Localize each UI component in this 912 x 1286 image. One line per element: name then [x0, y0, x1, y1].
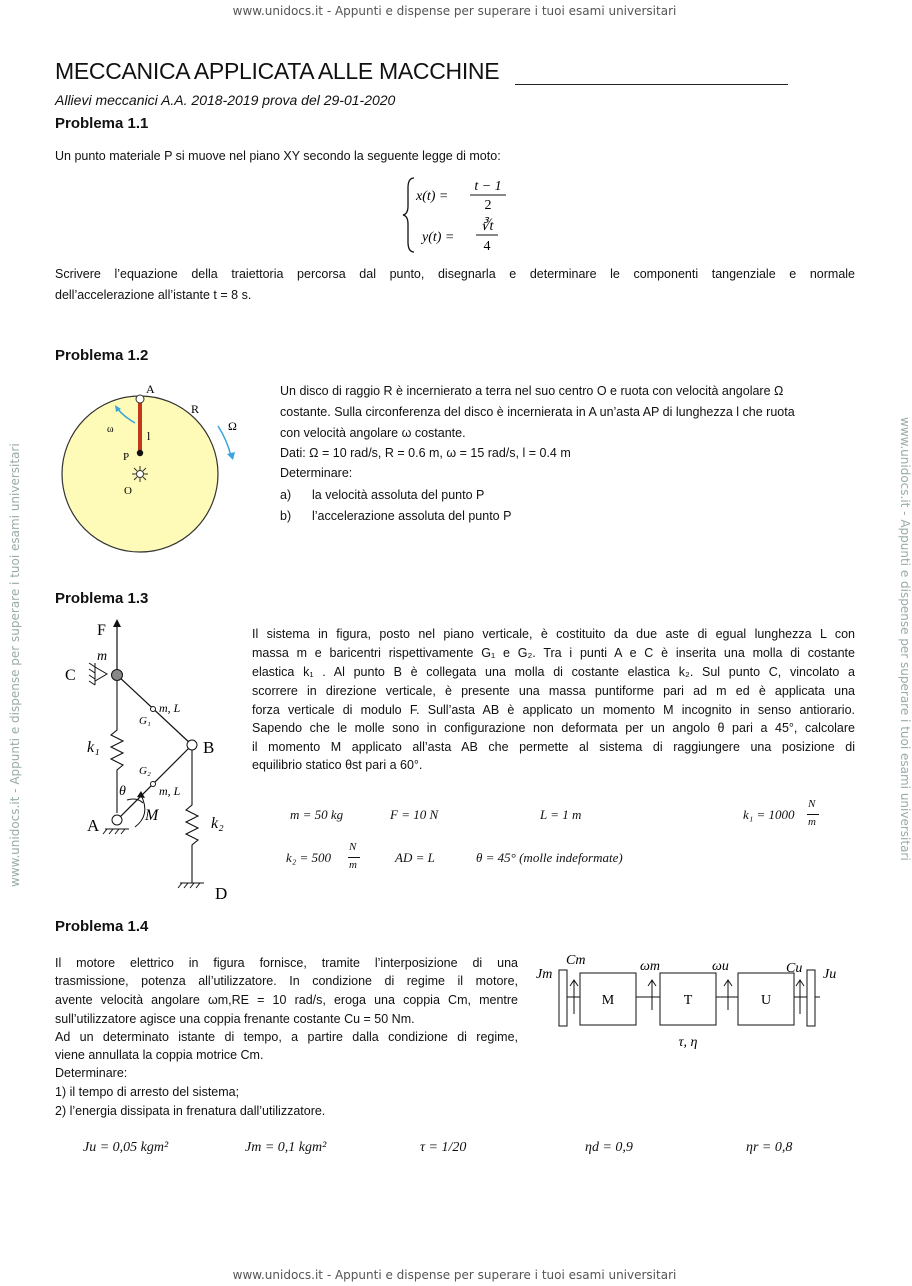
- label-mL2: m, L: [159, 784, 181, 798]
- linkage-figure: [55, 615, 245, 910]
- label-Jm: Jm: [536, 967, 553, 982]
- problem-1-3-line-5: forza verticale di modulo F. Sull’asta AB è applicato un momento M incognito in senso antiorario.: [252, 703, 855, 717]
- item-b-text: l’accelerazione assoluta del punto P: [312, 509, 512, 523]
- label-Ju: Ju: [823, 967, 837, 982]
- problem-1-2-line-5: Determinare:: [280, 466, 353, 480]
- label-G1: G₁: [139, 715, 151, 727]
- item-a-label: a): [280, 488, 292, 502]
- data-L: L = 1 m: [540, 807, 582, 822]
- label-k2: k₂: [211, 815, 224, 832]
- problem-1-3-line-4: scorrere in direzione verticale, è presente una massa puntiforme pari ad m ed è applicata una: [252, 684, 855, 698]
- motion-law-equation: [400, 172, 520, 258]
- problem-1-3-line-2: massa m e baricentri rispettivamente G₁ e G₂. Tra i punti A e C è inserita una molla di costante: [252, 646, 855, 660]
- problem-1-4-line-8: 1) il tempo di arresto del sistema;: [55, 1085, 240, 1099]
- label-A: A: [87, 816, 100, 835]
- data-Ju: Ju = 0,05 kgm²: [83, 1140, 169, 1155]
- problem-1-2-heading: Problema 1.2: [55, 347, 149, 364]
- watermark-bottom: www.unidocs.it - Appunti e dispense per superare i tuoi esami universitari: [232, 1268, 677, 1282]
- data-k2: k₂ = 500: [286, 850, 332, 865]
- label-Cu: Cu: [786, 961, 803, 976]
- eq-x-den: 2: [484, 198, 492, 213]
- eq-y-lhs: y(t) =: [422, 230, 455, 245]
- data-AD: AD = L: [395, 850, 435, 865]
- problem-1-3-line-1: Il sistema in figura, posto nel piano verticale, è costituito da due aste di egual lunghezza L con: [252, 627, 855, 641]
- label-omega: ω: [107, 424, 114, 435]
- label-mL1: m, L: [159, 701, 181, 715]
- problem-1-2-line-2: costante. Sulla circonferenza del disco è incernierata in A un’asta AP di lunghezza l che ruota: [280, 405, 795, 419]
- item-b-label: b): [280, 509, 292, 523]
- problem-1-4-line-4: sull’utilizzatore agisce una coppia frenante costante Cu = 50 Nm.: [55, 1012, 415, 1026]
- problem-1-4-line-6: viene annullata la coppia motrice Cm.: [55, 1048, 264, 1062]
- label-wu: ωu: [712, 959, 729, 974]
- problem-1-2-line-4: Dati: Ω = 10 rad/s, R = 0.6 m, ω = 15 rad/s, l = 0.4 m: [280, 446, 571, 460]
- problem-1-3-line-7: il momento M applicato all’asta AB che permette al sistema di raggiungere una posizione di: [252, 740, 855, 754]
- hinge-a: [112, 815, 122, 825]
- watermark-top: www.unidocs.it - Appunti e dispense per superare i tuoi esami universitari: [232, 4, 677, 18]
- problem-1-1-intro: Un punto materiale P si muove nel piano XY secondo la seguente legge di moto:: [55, 149, 501, 163]
- data-k1: k₁ = 1000: [743, 807, 795, 822]
- problem-1-4-line-1: Il motore elettrico in figura fornisce, tramite l’interposizione di una: [55, 956, 518, 970]
- page-subtitle: Allievi meccanici A.A. 2018-2019 prova del 29-01-2020: [55, 92, 396, 108]
- drivetrain-figure: [530, 950, 850, 1050]
- eq-x-num: t − 1: [474, 179, 502, 194]
- mass-c: [112, 670, 123, 681]
- data-k2-num: N: [349, 841, 357, 853]
- label-C: C: [65, 667, 76, 684]
- label-block-T: T: [683, 993, 693, 1008]
- problem-1-4-line-5: Ad un determinato istante di tempo, a partire dalla condizione di regime,: [55, 1030, 518, 1044]
- problem-1-2-line-3: con velocità angolare ω costante.: [280, 426, 466, 440]
- data-theta: θ = 45° (molle indeformate): [476, 850, 623, 865]
- eq-y-den: 4: [483, 239, 491, 254]
- item-a-text: la velocità assoluta del punto P: [312, 488, 485, 502]
- hinge-b: [187, 740, 197, 750]
- watermark-right: www.unidocs.it - Appunti e dispense per superare i tuoi esami universitari: [898, 417, 912, 861]
- label-theta: θ: [119, 784, 126, 799]
- label-D: D: [215, 884, 228, 903]
- problem-1-3-line-8: equilibrio statico θst pari a 60°.: [252, 758, 423, 772]
- problem-1-4-line-2: trasmissione, potenza all’utilizzatore. In condizione di regime il motore,: [55, 974, 518, 988]
- label-M: M: [145, 807, 159, 824]
- label-a: A: [146, 382, 155, 396]
- label-Omega: Ω: [228, 419, 237, 433]
- label-l: l: [147, 429, 151, 443]
- label-tau-eta: τ, η: [678, 1035, 698, 1050]
- data-k2-den: m: [349, 859, 357, 871]
- label-block-U: U: [760, 993, 772, 1008]
- problem-1-3-line-3: elastica k₁ . Al punto B è collegata una molla di costante elastica k₂. Sul punto C, vincolato a: [252, 665, 855, 679]
- data-F: F = 10 N: [390, 807, 439, 822]
- problem-1-3-heading: Problema 1.3: [55, 590, 149, 607]
- pivot-o-icon: [132, 466, 148, 482]
- label-F: F: [97, 622, 106, 639]
- problem-1-1-text-1: Scrivere l’equazione della traiettoria percorsa dal punto, disegnarla e determinare le componenti tangenziale e normale: [55, 267, 855, 281]
- data-tau: τ = 1/20: [420, 1140, 467, 1155]
- data-k1-den: m: [808, 816, 816, 828]
- label-r: R: [191, 402, 200, 416]
- watermark-left: www.unidocs.it - Appunti e dispense per superare i tuoi esami universitari: [8, 443, 22, 887]
- label-k1: k₁: [87, 739, 100, 756]
- data-k1-num: N: [808, 798, 816, 810]
- title-rule: [515, 84, 788, 85]
- problem-1-1-heading: Problema 1.1: [55, 115, 149, 132]
- label-p: P: [123, 451, 130, 463]
- flywheel-ju: [807, 970, 815, 1026]
- hinge-a: [136, 395, 144, 403]
- disc-figure: [55, 378, 260, 558]
- data-m: m = 50 kg: [290, 807, 344, 822]
- data-eta-d: ηd = 0,9: [585, 1140, 633, 1155]
- label-m: m: [97, 649, 108, 664]
- label-block-M: M: [601, 993, 615, 1008]
- label-Cm: Cm: [566, 953, 586, 968]
- page-title: MECCANICA APPLICATA ALLE MACCHINE: [55, 58, 500, 84]
- data-k1-fracline: [807, 814, 819, 815]
- spring-k2: [186, 750, 198, 883]
- problem-1-4-heading: Problema 1.4: [55, 918, 149, 935]
- eq-x-lhs: x(t) =: [416, 189, 449, 204]
- eq-y-num: ∛t: [480, 219, 494, 234]
- data-k2-fracline: [348, 857, 360, 858]
- data-Jm: Jm = 0,1 kgm²: [245, 1140, 327, 1155]
- flywheel-jm: [559, 970, 567, 1026]
- label-wm: ωm: [640, 959, 660, 974]
- problem-1-4-line-7: Determinare:: [55, 1066, 128, 1080]
- label-G2: G₂: [139, 765, 151, 777]
- label-B: B: [203, 738, 215, 757]
- problem-1-2-line-1: Un disco di raggio R è incernierato a terra nel suo centro O e ruota con velocità angolare Ω: [280, 384, 784, 398]
- problem-1-4-line-3: avente velocità angolare ωm,RE = 10 rad/s, eroga una coppia Cm, mentre: [55, 993, 518, 1007]
- label-o: O: [124, 485, 132, 497]
- point-p: [137, 450, 143, 456]
- data-eta-r: ηr = 0,8: [746, 1140, 793, 1155]
- problem-1-1-text-2: dell’accelerazione all’istante t = 8 s.: [55, 288, 252, 302]
- problem-1-3-line-6: Sapendo che le molle sono in configurazione non deformata per un angolo θ pari a 45°, calcolare: [252, 721, 855, 735]
- problem-1-4-line-9: 2) l’energia dissipata in frenatura dall’utilizzatore.: [55, 1104, 326, 1118]
